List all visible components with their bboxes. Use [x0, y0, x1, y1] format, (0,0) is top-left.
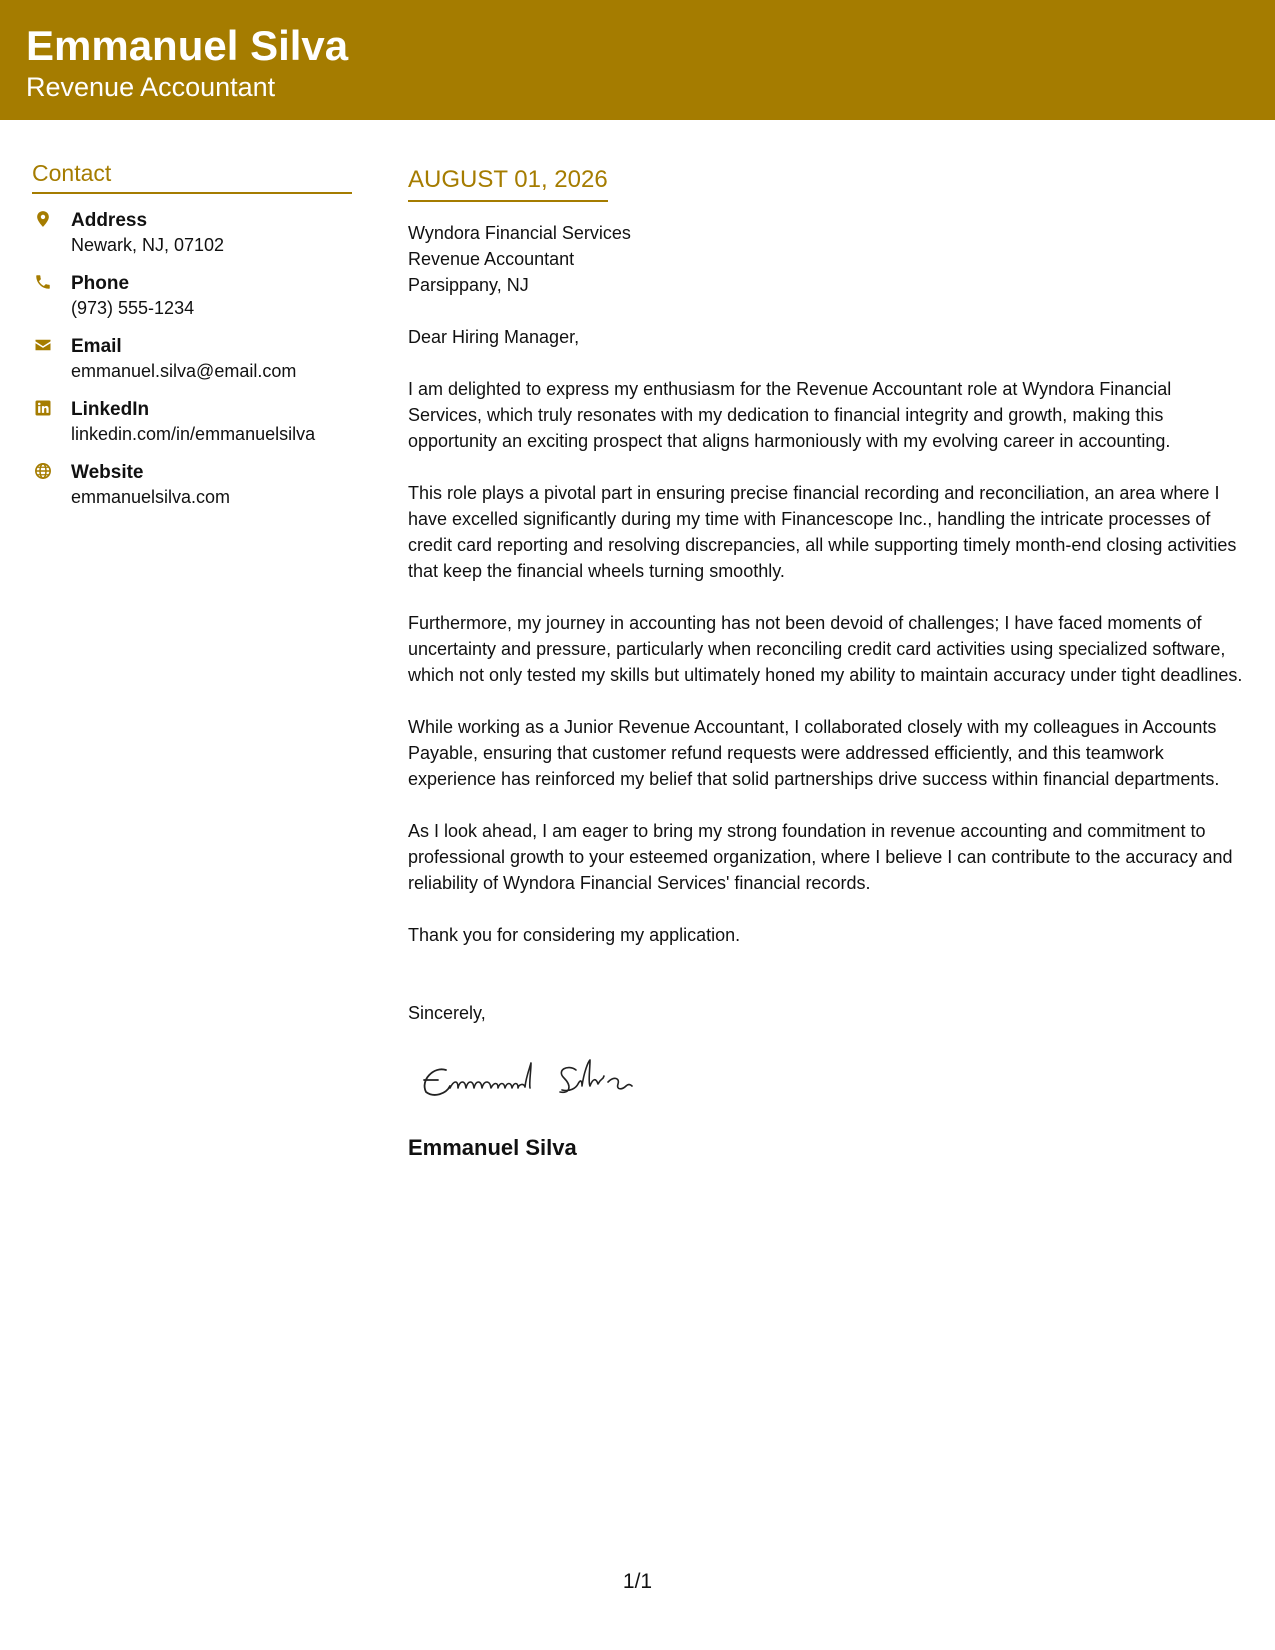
contact-item-website	[32, 460, 352, 523]
letter-body	[408, 166, 1248, 1161]
contact-item-linkedin	[32, 397, 352, 460]
contact-value: emmanuelsilva.com	[71, 486, 231, 507]
recipient-location: Parsippany, NJ	[408, 274, 529, 295]
contact-value: emmanuel.silva@email.com	[71, 360, 297, 381]
recipient-position: Revenue Accountant	[408, 248, 575, 269]
contact-item-phone	[32, 271, 352, 334]
handwritten-signature	[412, 1052, 672, 1108]
letter-paragraph: As I look ahead, I am eager to bring my strong foundation in revenue accounting and commitment to professional growth to your esteemed organization, where I believe I can contribute to the accuracy and reliability of Wyndora Financial Services' financial records.	[408, 820, 1233, 893]
contact-value: Newark, NJ, 07102	[71, 234, 225, 255]
phone-icon	[34, 273, 52, 291]
contact-label: Address	[71, 209, 148, 231]
contact-value: (973) 555-1234	[71, 297, 195, 318]
applicant-role: Revenue Accountant	[26, 72, 276, 102]
map-pin-icon	[34, 210, 52, 228]
contact-item-email	[32, 334, 352, 397]
signed-name: Emmanuel Silva	[408, 1134, 577, 1160]
contact-item-address	[32, 208, 352, 271]
letter-paragraph: While working as a Junior Revenue Accountant, I collaborated closely with my colleagues in Accounts Payable, ensuring that customer refund requests were addressed efficiently, and this teamwork experience has reinforced my belief that solid partnerships drive success within financial departments.	[408, 716, 1220, 789]
contact-value: linkedin.com/in/emmanuelsilva	[71, 423, 316, 444]
envelope-icon	[34, 336, 52, 354]
closing: Sincerely,	[408, 1002, 486, 1023]
salutation: Dear Hiring Manager,	[408, 326, 580, 347]
letter-content	[408, 324, 1248, 948]
recipient-company: Wyndora Financial Services	[408, 222, 631, 243]
contact-label: Phone	[71, 272, 130, 294]
header-banner	[0, 0, 1275, 120]
contact-label: Website	[71, 461, 144, 483]
letter-paragraph: This role plays a pivotal part in ensuring precise financial recording and reconciliation, an area where I have excelled significantly during my time with Financescope Inc., handling the intricate processes of credit card reporting and resolving discrepancies, all while supporting timely month-end closing activities that keep the financial wheels turning smoothly.	[408, 482, 1237, 581]
contact-label: LinkedIn	[71, 398, 150, 420]
applicant-name: Emmanuel Silva	[26, 22, 349, 69]
letter-paragraph: Thank you for considering my application.	[408, 924, 741, 945]
linkedin-icon	[34, 399, 52, 417]
page-number: 1/1	[622, 1570, 653, 1593]
contact-label: Email	[71, 335, 122, 357]
contact-sidebar	[32, 160, 352, 523]
letter-paragraph: Furthermore, my journey in accounting has not been devoid of challenges; I have faced moments of uncertainty and pressure, particularly when reconciling credit card activities using specialized software, which not only tested my skills but ultimately honed my ability to maintain accuracy under tight deadlines.	[408, 612, 1243, 685]
letter-paragraph: I am delighted to express my enthusiasm for the Revenue Accountant role at Wyndora Financial Services, which truly resonates with my dedication to financial integrity and growth, making this opportunity an exciting prospect that aligns harmoniously with my evolving career in accounting.	[408, 378, 1172, 451]
letter-date: AUGUST 01, 2026	[408, 166, 608, 202]
globe-icon	[34, 462, 52, 480]
contact-section-title: Contact	[32, 160, 352, 194]
recipient-block	[408, 220, 1248, 298]
